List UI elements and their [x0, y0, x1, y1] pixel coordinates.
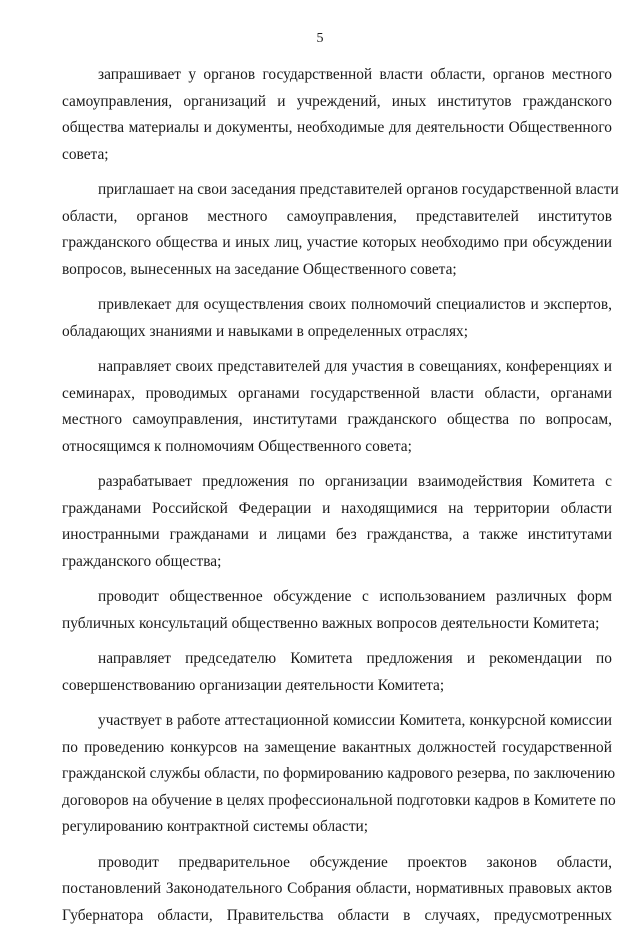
text-line: обладающих знаниями и навыками в определенных отраслях; — [62, 322, 469, 340]
paragraph — [62, 292, 612, 345]
text-line: по проведению конкурсов на замещение вакантных должностей государственной — [62, 738, 612, 756]
text-line: иностранными гражданами и лицами без гражданства, а также институтами — [62, 526, 612, 543]
text-line: совета; — [62, 145, 109, 163]
text-line: направляет своих представителей для участия в совещаниях, конференциях и — [98, 358, 612, 375]
text-line: запрашивает у органов государственной власти области, органов местного — [98, 66, 612, 83]
text-line: гражданского общества; — [62, 552, 222, 570]
paragraph — [62, 177, 619, 283]
text-line: гражданской службы области, по формированию кадрового резерва, по заключению — [62, 765, 616, 782]
text-line: совершенствованию организации деятельности Комитета; — [62, 676, 445, 694]
text-line: проводит общественное обсуждение с использованием различных форм — [98, 588, 612, 605]
text-line: проводит предварительное обсуждение проектов законов области, — [98, 853, 612, 871]
text-line: разрабатывает предложения по организации взаимодействия Комитета с — [98, 473, 612, 490]
text-line: направляет председателю Комитета предложения и рекомендации по — [98, 650, 612, 667]
page-number: 5 — [316, 31, 324, 46]
text-line: регулированию контрактной системы области; — [62, 818, 369, 835]
paragraph — [62, 708, 616, 841]
text-line: договоров на обучение в целях профессиональной подготовки кадров в Комитете по — [62, 791, 616, 809]
text-line: постановлений Законодательного Собрания области, нормативных правовых актов — [62, 880, 612, 897]
paragraph — [62, 850, 612, 930]
paragraph — [62, 584, 612, 637]
text-line: гражданами Российской Федерации и находящимися на территории области — [62, 499, 612, 517]
document-body — [62, 62, 619, 938]
text-line: общества материалы и документы, необходимые для деятельности Общественного — [62, 119, 612, 136]
text-line: местного самоуправления, институтами гражданского общества по вопросам, — [62, 411, 612, 428]
text-line: вопросов, вынесенных на заседание Общественного совета; — [62, 260, 457, 278]
text-line: относящимся к полномочиям Общественного совета; — [62, 437, 412, 455]
text-line: гражданского общества и иных лиц, участие которых необходимо при обсуждении — [62, 234, 612, 251]
text-line: области, органов местного самоуправления, представителей институтов — [62, 207, 612, 225]
text-line: участвует в работе аттестационной комиссии Комитета, конкурсной комиссии — [98, 712, 612, 729]
text-line: самоуправления, организаций и учреждений, иных институтов гражданского — [62, 92, 612, 110]
text-line: приглашает на свои заседания представителей органов государственной власти — [98, 181, 619, 198]
text-line: семинарах, проводимых органами государственной власти области, органами — [62, 384, 612, 402]
text-line: Губернатора области, Правительства области в случаях, предусмотренных — [62, 906, 612, 924]
paragraph — [62, 354, 612, 460]
paragraph — [62, 469, 612, 575]
text-line: привлекает для осуществления своих полномочий специалистов и экспертов, — [98, 296, 612, 313]
text-line: публичных консультаций общественно важных вопросов деятельности Комитета; — [62, 614, 600, 632]
paragraph — [62, 62, 612, 168]
paragraph — [62, 646, 612, 699]
